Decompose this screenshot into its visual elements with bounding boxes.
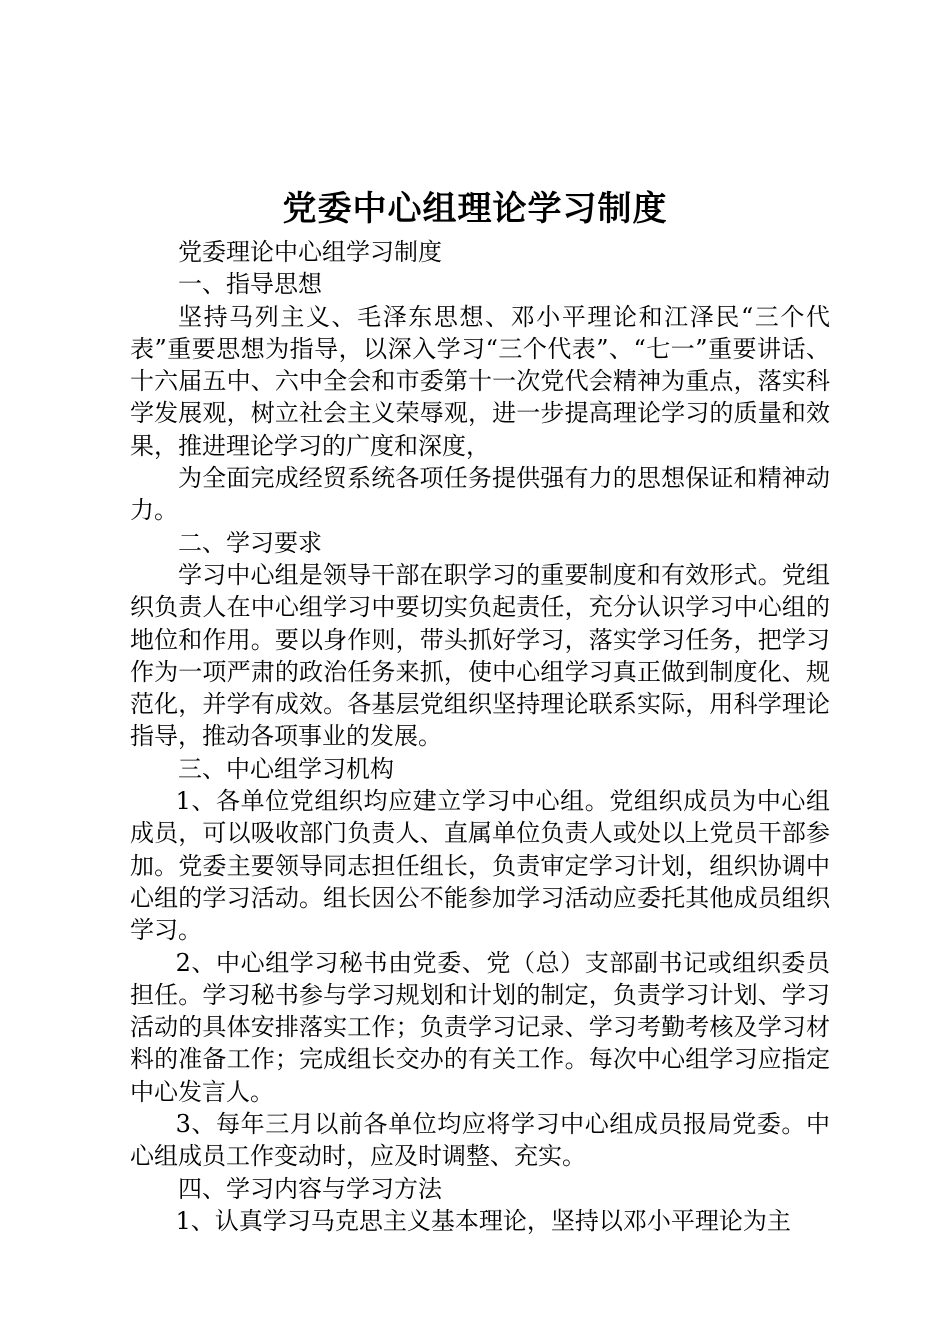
body-paragraph: 坚持马列主义、毛泽东思想、邓小平理论和江泽民“三个代表”重要思想为指导，以深入学习“三个代表”、“七一”重要讲话、十六届五中、六中全会和市委第十一次党代会精神为重点，落实科学发展观，树立社会主义荣辱观，进一步提高理论学习的质量和效果，推进理论学习的广度和深度， [130,302,830,460]
numbered-paragraph: 1、认真学习马克思主义基本理论，坚持以邓小平理论为主 [175,1206,791,1235]
numbered-paragraph: 3、每年三月以前各单位均应将学习中心组成员报局党委。中心组成员工作变动时，应及时调整、充实。 [130,1110,830,1171]
body-paragraph: 学习中心组是领导干部在职学习的重要制度和有效形式。党组织负责人在中心组学习中要切实负起责任，充分认识学习中心组的地位和作用。要以身作则，带头抓好学习，落实学习任务，把学习作为一项严肃的政治任务来抓，使中心组学习真正做到制度化、规范化，并学有成效。各基层党组织坚持理论联系实际，用科学理论指导，推动各项事业的发展。 [130,560,830,751]
section-heading-content-and-methods: 四、学习内容与学习方法 [178,1174,442,1203]
document-title: 党委中心组理论学习制度 [282,189,668,229]
numbered-paragraph: 2、中心组学习秘书由党委、党（总）支部副书记或组织委员担任。学习秘书参与学习规划和计划的制定，负责学习计划、学习活动的具体安排落实工作；负责学习记录、学习考勤考核及学习材料的准备工作；完成组长交办的有关工作。每次中心组学习应指定中心发言人。 [130,948,830,1106]
section-heading-guiding-thought: 一、指导思想 [178,270,322,299]
section-heading-study-requirements: 二、学习要求 [178,528,322,557]
document-body [130,236,830,1237]
numbered-paragraph: 1、各单位党组织均应建立学习中心组。党组织成员为中心组成员，可以吸收部门负责人、直属单位负责人或处以上党员干部参加。党委主要领导同志担任组长，负责审定学习计划，组织协调中心组的学习活动。组长因公不能参加学习活动应委托其他成员组织学习。 [130,787,830,945]
body-paragraph: 为全面完成经贸系统各项任务提供强有力的思想保证和精神动力。 [130,464,830,525]
subtitle-paragraph: 党委理论中心组学习制度 [178,238,442,266]
section-heading-study-organization: 三、中心组学习机构 [178,754,394,783]
